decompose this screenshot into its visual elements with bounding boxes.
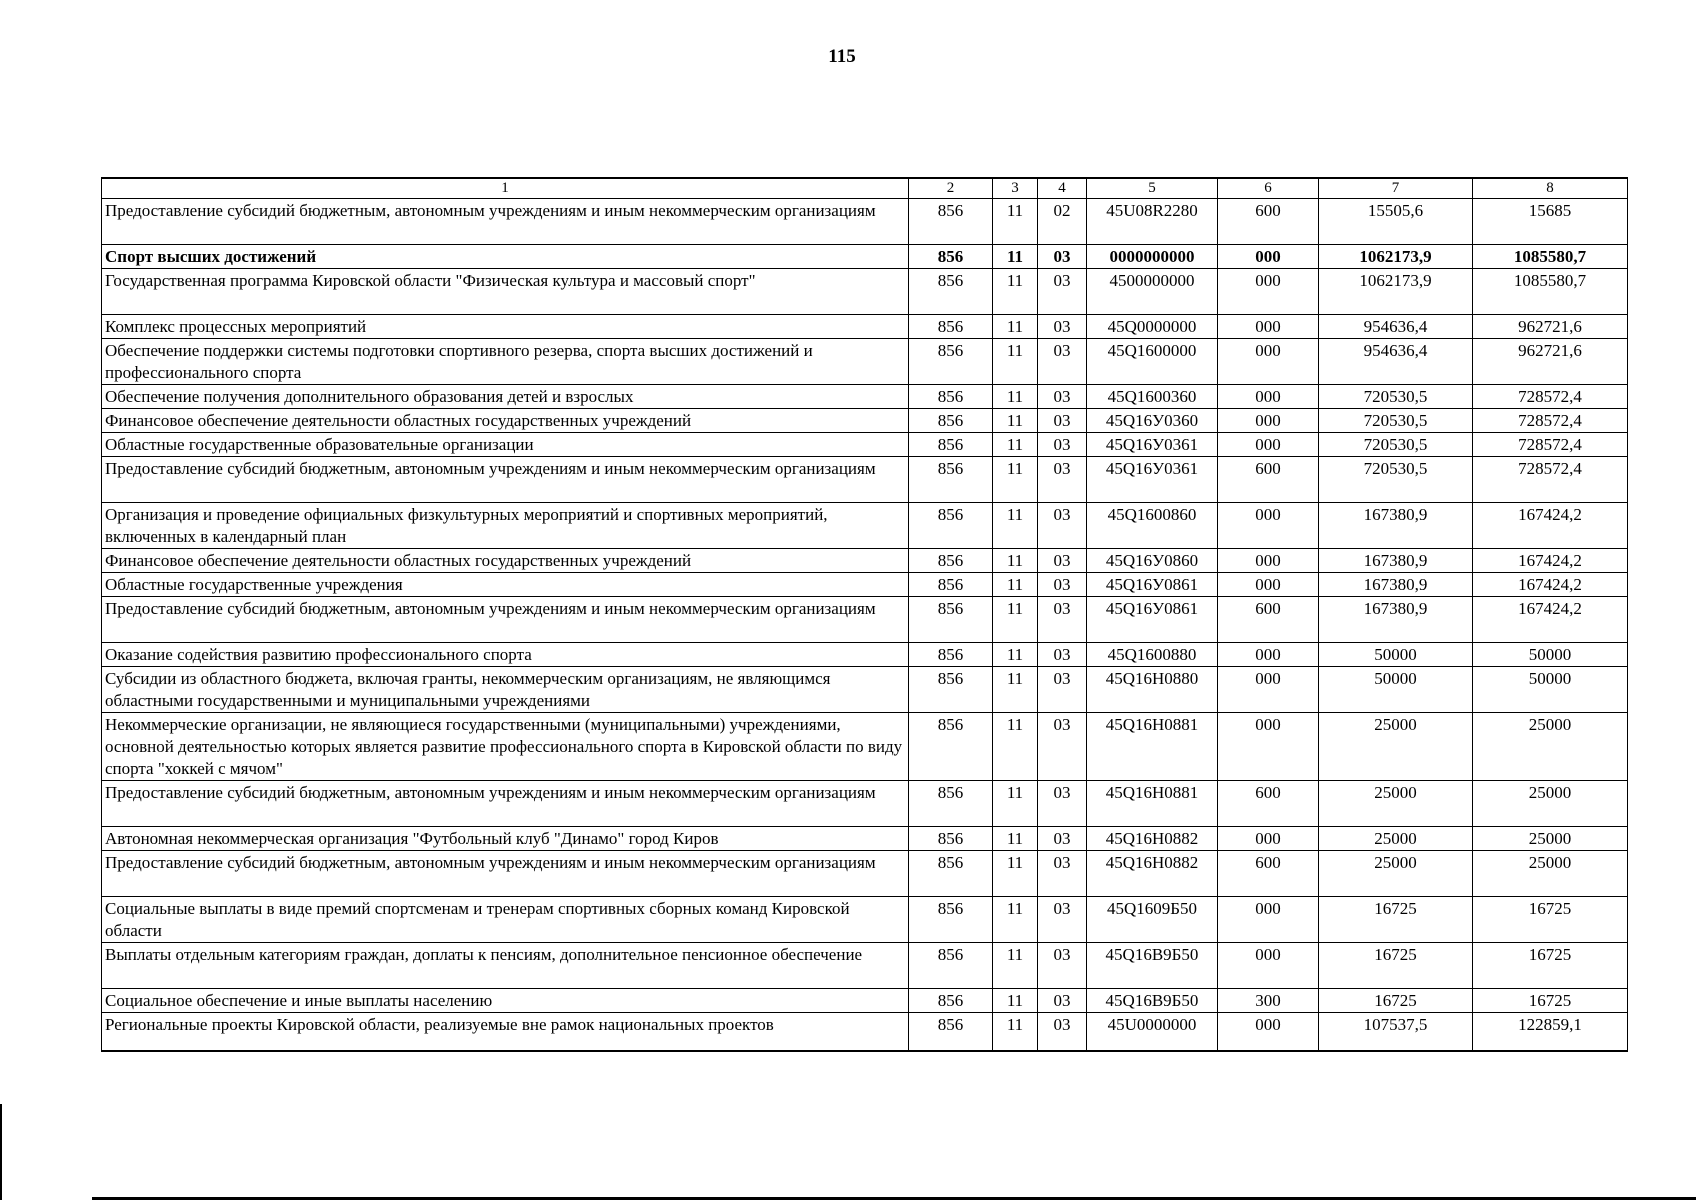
cell-ministry: 856 — [909, 597, 993, 643]
cell-amount-1: 50000 — [1319, 667, 1473, 713]
cell-subsection: 03 — [1038, 713, 1087, 781]
cell-section: 11 — [993, 245, 1038, 269]
cell-target-code: 45Q1600860 — [1087, 503, 1218, 549]
table-row — [102, 245, 1628, 269]
cell-amount-1: 16725 — [1319, 989, 1473, 1013]
cell-expense-type: 000 — [1218, 433, 1319, 457]
cell-amount-2: 16725 — [1473, 943, 1628, 989]
cell-subsection: 03 — [1038, 549, 1087, 573]
row-name: Субсидии из областного бюджета, включая гранты, некоммерческим организациям, не являющимся областными государственными и муниципальными учреждениями — [102, 667, 909, 713]
cell-subsection: 03 — [1038, 851, 1087, 897]
table-row — [102, 943, 1628, 989]
cell-amount-2: 25000 — [1473, 781, 1628, 827]
column-header: 5 — [1087, 178, 1218, 199]
table-row — [102, 409, 1628, 433]
cell-subsection: 03 — [1038, 989, 1087, 1013]
cell-expense-type: 000 — [1218, 643, 1319, 667]
cell-section: 11 — [993, 549, 1038, 573]
column-header: 7 — [1319, 178, 1473, 199]
cell-expense-type: 000 — [1218, 713, 1319, 781]
cell-amount-2: 728572,4 — [1473, 409, 1628, 433]
row-name: Комплекс процессных мероприятий — [102, 315, 909, 339]
cell-target-code: 45Q16У0361 — [1087, 433, 1218, 457]
cell-amount-2: 50000 — [1473, 643, 1628, 667]
cell-amount-1: 720530,5 — [1319, 433, 1473, 457]
cell-amount-1: 25000 — [1319, 851, 1473, 897]
cell-section: 11 — [993, 269, 1038, 315]
cell-subsection: 03 — [1038, 339, 1087, 385]
cell-expense-type: 000 — [1218, 667, 1319, 713]
cell-subsection: 03 — [1038, 597, 1087, 643]
cell-amount-2: 728572,4 — [1473, 457, 1628, 503]
cell-amount-2: 25000 — [1473, 851, 1628, 897]
cell-subsection: 03 — [1038, 245, 1087, 269]
cell-ministry: 856 — [909, 667, 993, 713]
cell-expense-type: 000 — [1218, 339, 1319, 385]
cell-amount-1: 1062173,9 — [1319, 269, 1473, 315]
cell-amount-2: 728572,4 — [1473, 385, 1628, 409]
cell-target-code: 45U0000000 — [1087, 1013, 1218, 1052]
row-name: Региональные проекты Кировской области, реализуемые вне рамок национальных проектов — [102, 1013, 909, 1052]
row-name: Оказание содействия развитию профессионального спорта — [102, 643, 909, 667]
cell-amount-1: 167380,9 — [1319, 597, 1473, 643]
cell-target-code: 45Q0000000 — [1087, 315, 1218, 339]
table-row — [102, 199, 1628, 245]
cell-amount-1: 167380,9 — [1319, 549, 1473, 573]
page-number: 115 — [828, 46, 856, 67]
row-name: Предоставление субсидий бюджетным, автономным учреждениям и иным некоммерческим организациям — [102, 781, 909, 827]
table-row — [102, 667, 1628, 713]
cell-amount-1: 720530,5 — [1319, 409, 1473, 433]
row-name: Финансовое обеспечение деятельности областных государственных учреждений — [102, 409, 909, 433]
cell-amount-1: 16725 — [1319, 943, 1473, 989]
cell-ministry: 856 — [909, 269, 993, 315]
cell-amount-1: 720530,5 — [1319, 457, 1473, 503]
cell-section: 11 — [993, 409, 1038, 433]
cell-section: 11 — [993, 781, 1038, 827]
cell-expense-type: 600 — [1218, 199, 1319, 245]
column-header: 6 — [1218, 178, 1319, 199]
cell-amount-1: 107537,5 — [1319, 1013, 1473, 1052]
cell-expense-type: 000 — [1218, 549, 1319, 573]
cell-ministry: 856 — [909, 199, 993, 245]
table-row — [102, 989, 1628, 1013]
cell-section: 11 — [993, 667, 1038, 713]
cell-subsection: 03 — [1038, 385, 1087, 409]
cell-subsection: 03 — [1038, 573, 1087, 597]
cell-ministry: 856 — [909, 989, 993, 1013]
cell-ministry: 856 — [909, 385, 993, 409]
cell-expense-type: 600 — [1218, 597, 1319, 643]
row-name: Предоставление субсидий бюджетным, автономным учреждениям и иным некоммерческим организациям — [102, 851, 909, 897]
row-name: Финансовое обеспечение деятельности областных государственных учреждений — [102, 549, 909, 573]
cell-amount-2: 167424,2 — [1473, 549, 1628, 573]
cell-subsection: 03 — [1038, 781, 1087, 827]
cell-amount-1: 167380,9 — [1319, 503, 1473, 549]
cell-ministry: 856 — [909, 713, 993, 781]
cell-expense-type: 600 — [1218, 781, 1319, 827]
table-row — [102, 503, 1628, 549]
cell-expense-type: 000 — [1218, 269, 1319, 315]
row-name: Социальные выплаты в виде премий спортсменам и тренерам спортивных сборных команд Кировской области — [102, 897, 909, 943]
cell-section: 11 — [993, 643, 1038, 667]
row-name: Выплаты отдельным категориям граждан, доплаты к пенсиям, дополнительное пенсионное обеспечение — [102, 943, 909, 989]
cell-section: 11 — [993, 457, 1038, 503]
cell-expense-type: 000 — [1218, 385, 1319, 409]
cell-target-code: 45Q16У0860 — [1087, 549, 1218, 573]
cell-ministry: 856 — [909, 851, 993, 897]
cell-ministry: 856 — [909, 827, 993, 851]
table-row — [102, 897, 1628, 943]
row-name: Социальное обеспечение и иные выплаты населению — [102, 989, 909, 1013]
cell-amount-2: 167424,2 — [1473, 597, 1628, 643]
row-name: Некоммерческие организации, не являющиеся государственными (муниципальными) учреждениями, основной деятельностью которых является развитие профессионального спорта в Кировской области по виду спорта "хоккей с мячом" — [102, 713, 909, 781]
cell-section: 11 — [993, 433, 1038, 457]
cell-amount-2: 962721,6 — [1473, 339, 1628, 385]
cell-expense-type: 600 — [1218, 457, 1319, 503]
cell-subsection: 03 — [1038, 1013, 1087, 1052]
row-name: Областные государственные учреждения — [102, 573, 909, 597]
cell-target-code: 45Q16У0360 — [1087, 409, 1218, 433]
cell-amount-1: 954636,4 — [1319, 339, 1473, 385]
cell-section: 11 — [993, 199, 1038, 245]
cell-target-code: 45Q16У0861 — [1087, 597, 1218, 643]
cell-target-code: 45Q16Н0882 — [1087, 851, 1218, 897]
cell-subsection: 03 — [1038, 503, 1087, 549]
cell-subsection: 02 — [1038, 199, 1087, 245]
cell-amount-1: 15505,6 — [1319, 199, 1473, 245]
cell-subsection: 03 — [1038, 269, 1087, 315]
row-name: Обеспечение получения дополнительного образования детей и взрослых — [102, 385, 909, 409]
cell-amount-2: 16725 — [1473, 989, 1628, 1013]
cell-amount-1: 25000 — [1319, 827, 1473, 851]
cell-expense-type: 300 — [1218, 989, 1319, 1013]
cell-subsection: 03 — [1038, 943, 1087, 989]
column-header: 1 — [102, 178, 909, 199]
cell-target-code: 45Q16У0861 — [1087, 573, 1218, 597]
cell-amount-1: 720530,5 — [1319, 385, 1473, 409]
table-row — [102, 339, 1628, 385]
budget-table — [101, 177, 1628, 1052]
cell-target-code: 0000000000 — [1087, 245, 1218, 269]
cell-ministry: 856 — [909, 409, 993, 433]
cell-amount-1: 25000 — [1319, 713, 1473, 781]
table-header-row — [102, 178, 1628, 199]
cell-target-code: 45Q16Н0882 — [1087, 827, 1218, 851]
cell-subsection: 03 — [1038, 315, 1087, 339]
cell-amount-2: 25000 — [1473, 713, 1628, 781]
cell-amount-2: 167424,2 — [1473, 573, 1628, 597]
cell-section: 11 — [993, 989, 1038, 1013]
cell-expense-type: 000 — [1218, 503, 1319, 549]
table-row — [102, 573, 1628, 597]
table-row — [102, 851, 1628, 897]
cell-expense-type: 000 — [1218, 315, 1319, 339]
cell-expense-type: 000 — [1218, 573, 1319, 597]
cell-expense-type: 000 — [1218, 409, 1319, 433]
cell-target-code: 45Q16Н0880 — [1087, 667, 1218, 713]
cell-expense-type: 000 — [1218, 827, 1319, 851]
row-name: Предоставление субсидий бюджетным, автономным учреждениям и иным некоммерческим организациям — [102, 597, 909, 643]
cell-ministry: 856 — [909, 643, 993, 667]
cell-subsection: 03 — [1038, 457, 1087, 503]
column-header: 8 — [1473, 178, 1628, 199]
cell-ministry: 856 — [909, 781, 993, 827]
cell-ministry: 856 — [909, 573, 993, 597]
table-row — [102, 457, 1628, 503]
cell-amount-1: 50000 — [1319, 643, 1473, 667]
cell-ministry: 856 — [909, 503, 993, 549]
cell-ministry: 856 — [909, 433, 993, 457]
row-name: Организация и проведение официальных физкультурных мероприятий и спортивных мероприятий, включенных в календарный план — [102, 503, 909, 549]
cell-ministry: 856 — [909, 315, 993, 339]
cell-expense-type: 000 — [1218, 1013, 1319, 1052]
table-row — [102, 1013, 1628, 1052]
row-name: Автономная некоммерческая организация "Футбольный клуб "Динамо" город Киров — [102, 827, 909, 851]
row-name: Государственная программа Кировской области "Физическая культура и массовый спорт" — [102, 269, 909, 315]
cell-amount-2: 1085580,7 — [1473, 245, 1628, 269]
cell-amount-2: 25000 — [1473, 827, 1628, 851]
cell-amount-2: 1085580,7 — [1473, 269, 1628, 315]
cell-expense-type: 600 — [1218, 851, 1319, 897]
cell-section: 11 — [993, 315, 1038, 339]
cell-ministry: 856 — [909, 245, 993, 269]
cell-target-code: 45Q16Н0881 — [1087, 781, 1218, 827]
row-name: Предоставление субсидий бюджетным, автономным учреждениям и иным некоммерческим организациям — [102, 457, 909, 503]
cell-ministry: 856 — [909, 897, 993, 943]
cell-section: 11 — [993, 827, 1038, 851]
cell-amount-1: 954636,4 — [1319, 315, 1473, 339]
table-row — [102, 713, 1628, 781]
column-header: 4 — [1038, 178, 1087, 199]
cell-section: 11 — [993, 597, 1038, 643]
table-row — [102, 315, 1628, 339]
row-name: Обеспечение поддержки системы подготовки спортивного резерва, спорта высших достижений и профессионального спорта — [102, 339, 909, 385]
cell-expense-type: 000 — [1218, 943, 1319, 989]
cell-section: 11 — [993, 385, 1038, 409]
cell-target-code: 45Q16У0361 — [1087, 457, 1218, 503]
cell-subsection: 03 — [1038, 409, 1087, 433]
table-row — [102, 827, 1628, 851]
cell-target-code: 45Q1600880 — [1087, 643, 1218, 667]
cell-section: 11 — [993, 851, 1038, 897]
cell-target-code: 45Q16Н0881 — [1087, 713, 1218, 781]
cell-amount-2: 15685 — [1473, 199, 1628, 245]
cell-subsection: 03 — [1038, 897, 1087, 943]
cell-section: 11 — [993, 943, 1038, 989]
row-name: Областные государственные образовательные организации — [102, 433, 909, 457]
cell-amount-1: 167380,9 — [1319, 573, 1473, 597]
cell-amount-2: 50000 — [1473, 667, 1628, 713]
cell-amount-2: 16725 — [1473, 897, 1628, 943]
cell-ministry: 856 — [909, 1013, 993, 1052]
row-name: Предоставление субсидий бюджетным, автономным учреждениям и иным некоммерческим организациям — [102, 199, 909, 245]
cell-ministry: 856 — [909, 457, 993, 503]
cell-ministry: 856 — [909, 549, 993, 573]
cell-subsection: 03 — [1038, 667, 1087, 713]
cell-target-code: 4500000000 — [1087, 269, 1218, 315]
cell-target-code: 45Q1600000 — [1087, 339, 1218, 385]
cell-target-code: 45Q16В9Б50 — [1087, 943, 1218, 989]
table-row — [102, 433, 1628, 457]
table-row — [102, 269, 1628, 315]
cell-ministry: 856 — [909, 339, 993, 385]
cell-amount-2: 122859,1 — [1473, 1013, 1628, 1052]
table-row — [102, 781, 1628, 827]
cell-target-code: 45Q1600360 — [1087, 385, 1218, 409]
cell-expense-type: 000 — [1218, 897, 1319, 943]
cell-amount-1: 16725 — [1319, 897, 1473, 943]
row-name: Спорт высших достижений — [102, 245, 909, 269]
cell-subsection: 03 — [1038, 643, 1087, 667]
cell-amount-2: 167424,2 — [1473, 503, 1628, 549]
cell-section: 11 — [993, 573, 1038, 597]
table-row — [102, 549, 1628, 573]
cell-section: 11 — [993, 339, 1038, 385]
column-header: 3 — [993, 178, 1038, 199]
cell-amount-2: 962721,6 — [1473, 315, 1628, 339]
cell-section: 11 — [993, 1013, 1038, 1052]
table-row — [102, 597, 1628, 643]
cell-section: 11 — [993, 713, 1038, 781]
cell-expense-type: 000 — [1218, 245, 1319, 269]
cell-ministry: 856 — [909, 943, 993, 989]
table-row — [102, 385, 1628, 409]
cell-amount-2: 728572,4 — [1473, 433, 1628, 457]
cell-target-code: 45Q1609Б50 — [1087, 897, 1218, 943]
cell-target-code: 45U08R2280 — [1087, 199, 1218, 245]
cell-subsection: 03 — [1038, 827, 1087, 851]
cell-target-code: 45Q16В9Б50 — [1087, 989, 1218, 1013]
cell-subsection: 03 — [1038, 433, 1087, 457]
scan-edge-left — [0, 1104, 2, 1200]
cell-section: 11 — [993, 503, 1038, 549]
cell-section: 11 — [993, 897, 1038, 943]
column-header: 2 — [909, 178, 993, 199]
cell-amount-1: 25000 — [1319, 781, 1473, 827]
cell-amount-1: 1062173,9 — [1319, 245, 1473, 269]
table-row — [102, 643, 1628, 667]
